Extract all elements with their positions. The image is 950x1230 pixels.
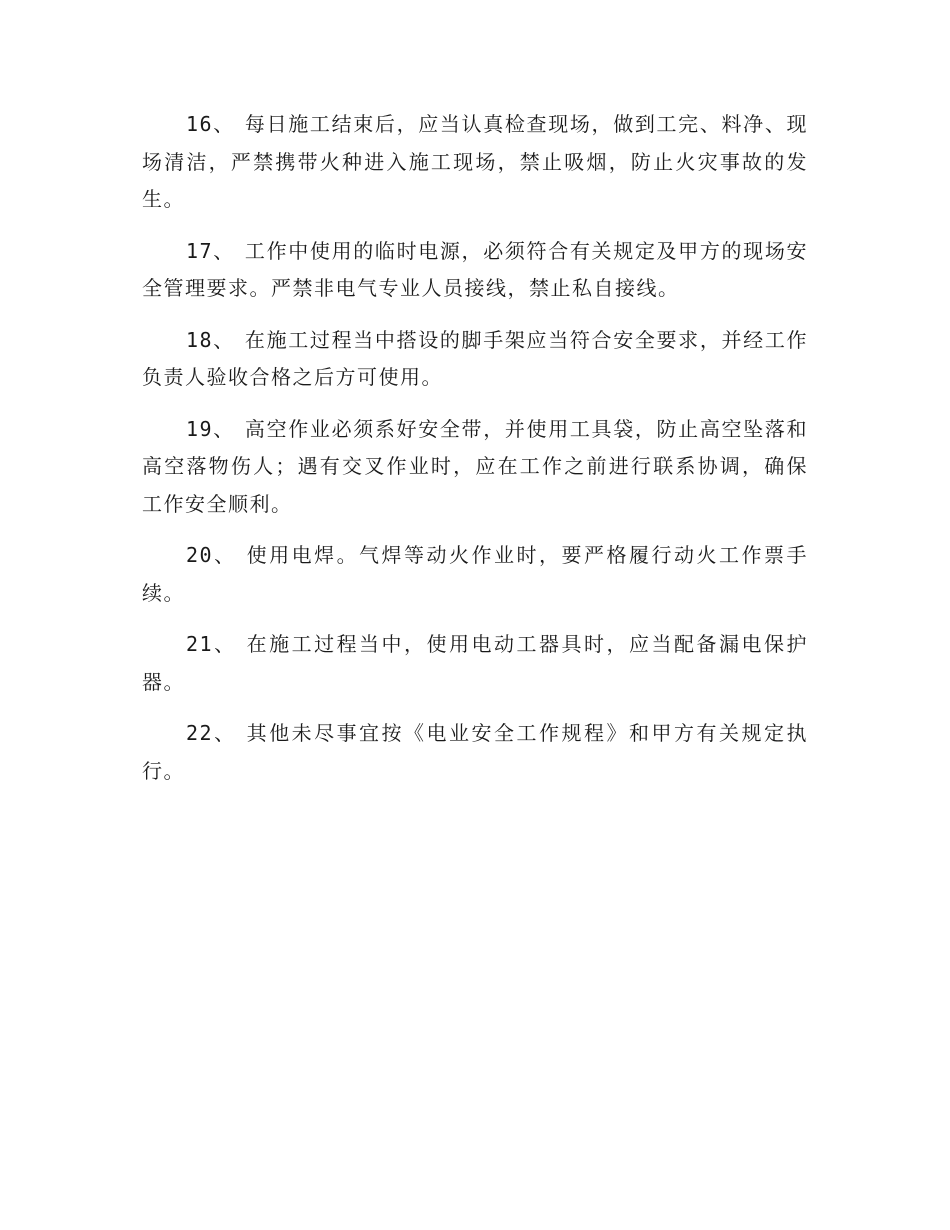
clause-20 [142,537,808,612]
clause-number: 21、 [186,632,237,656]
clause-text: 使用电焊。气焊等动火作业时，要严格履行动火工作票手续。 [142,543,808,605]
clause-text: 在施工过程当中搭设的脚手架应当符合安全要求，并经工作负责人验收合格之后方可使用。 [142,327,809,389]
clause-number: 20、 [186,543,237,567]
clause-number: 19、 [186,416,235,441]
clause-number: 16、 [186,112,235,136]
clause-17 [142,233,808,308]
document-body [142,106,808,804]
clause-21 [142,626,808,701]
clause-number: 22、 [186,721,237,745]
clause-number: 18、 [186,327,235,352]
clause-text: 工作中使用的临时电源，必须符合有关规定及甲方的现场安全管理要求。严禁非电气专业人员接线，禁止私自接线。 [142,238,809,300]
clause-text: 高空作业必须系好安全带，并使用工具袋，防止高空坠落和高空落物伤人；遇有交叉作业时，应在工作之前进行联系协调，确保工作安全顺利。 [142,416,809,516]
clause-text: 每日施工结束后，应当认真检查现场，做到工完、料净、现场清洁，严禁携带火种进入施工现场，禁止吸烟，防止火灾事故的发生。 [142,112,809,211]
clause-text: 在施工过程当中，使用电动工器具时，应当配备漏电保护器。 [142,632,808,694]
clause-19 [142,411,808,524]
clause-text: 其他未尽事宜按《电业安全工作规程》和甲方有关规定执行。 [142,721,808,783]
clause-16 [142,106,808,219]
clause-18 [142,322,808,397]
clause-22 [142,715,808,790]
clause-number: 17、 [186,238,235,263]
